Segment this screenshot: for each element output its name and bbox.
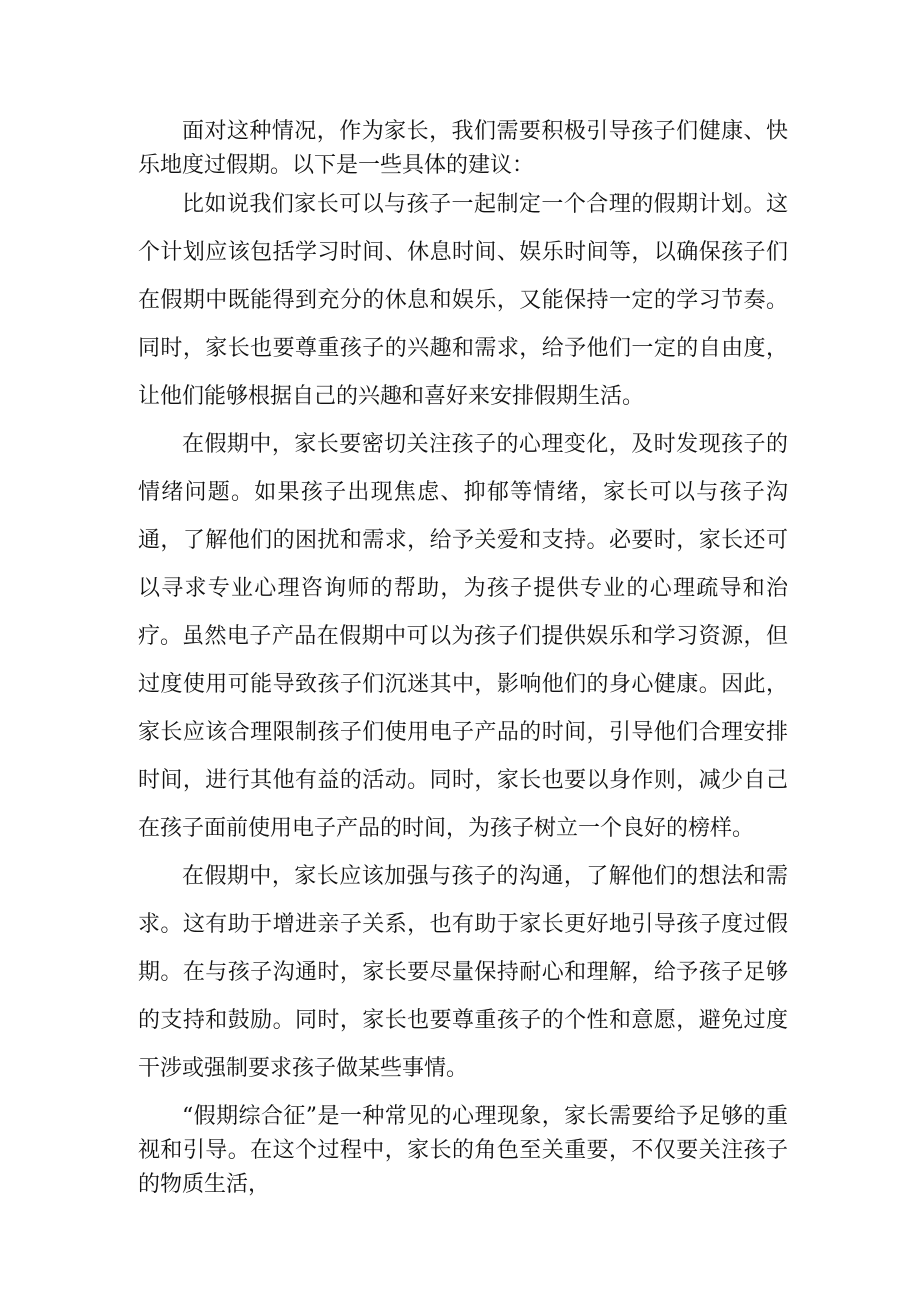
- paragraph-holiday-plan: 比如说我们家长可以与孩子一起制定一个合理的假期计划。这个计划应该包括学习时间、休息时间、娱乐时间等，以确保孩子们在假期中既能得到充分的休息和娱乐，又能保持一定的学习节奏。同时，家长也要尊重孩子的兴趣和需求，给予他们一定的自由度，让他们能够根据自己的兴趣和喜好来安排假期生活。: [138, 192, 788, 409]
- paragraph-emotional-care: 在假期中，家长要密切关注孩子的心理变化，及时发现孩子的情绪问题。如果孩子出现焦虑、抑郁等情绪，家长可以与孩子沟通，了解他们的困扰和需求，给予关爱和支持。必要时，家长还可以寻求专业心理咨询师的帮助，为孩子提供专业的心理疏导和治疗。: [138, 432, 788, 649]
- paragraph-electronic-devices: 虽然电子产品在假期中可以为孩子们提供娱乐和学习资源，但过度使用可能导致孩子们沉迷其中，影响他们的身心健康。因此，家长应该合理限制孩子们使用电子产品的时间，引导他们合理安排时间，进行其他有益的活动。同时，家长也要以身作则，减少自己在孩子面前使用电子产品的时间，为孩子树立一个良好的榜样。: [138, 624, 788, 841]
- paragraph-holiday-syndrome: “假期综合征”是一种常见的心理现象，家长需要给予足够的重视和引导。在这个过程中，家长的角色至关重要，不仅要关注孩子的物质生活，: [138, 1104, 788, 1197]
- paragraph-intro: 面对这种情况，作为家长，我们需要积极引导孩子们健康、快乐地度过假期。以下是一些具体的建议：: [138, 119, 788, 178]
- paragraph-communication: 在假期中，家长应该加强与孩子的沟通，了解他们的想法和需求。这有助于增进亲子关系，也有助于家长更好地引导孩子度过假期。在与孩子沟通时，家长要尽量保持耐心和理解，给予孩子足够的支持和鼓励。同时，家长也要尊重孩子的个性和意愿，避免过度干涉或强制要求孩子做某些事情。: [138, 864, 788, 1081]
